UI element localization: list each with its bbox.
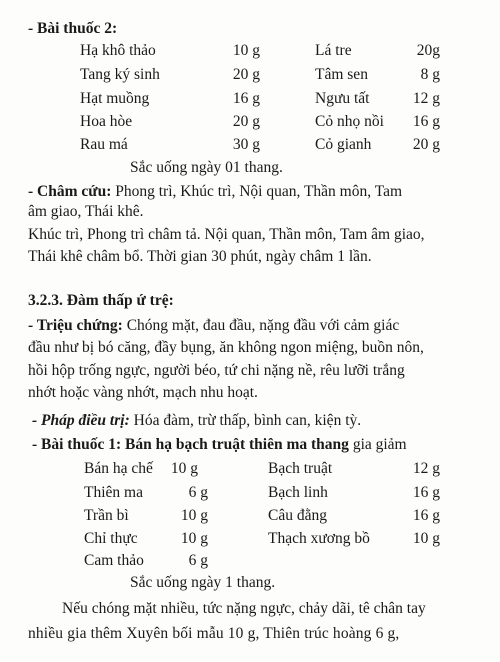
herb-dose: 20g <box>416 42 440 59</box>
herb-name: Rau má <box>80 136 128 153</box>
herb-name: Câu đằng <box>268 507 327 524</box>
herb-name: Lá tre <box>315 42 352 59</box>
table-row <box>0 552 500 572</box>
table-row <box>0 113 500 133</box>
acupuncture-line: âm giao, Thái khê. <box>28 203 144 220</box>
symptoms-line: đầu như bị bó căng, đầy bụng, ăn không ngon miệng, buồn nôn, <box>28 339 424 356</box>
herb-name: Cỏ nhọ nồi <box>315 113 384 130</box>
herb-name: Bạch truật <box>268 460 333 477</box>
table-row <box>0 460 500 480</box>
herb-dose: 20 g <box>232 113 260 130</box>
herb-name: Hạ khô thảo <box>80 42 156 59</box>
herb-name: Bán hạ chế <box>84 460 153 477</box>
herb-dose: 8 g <box>420 66 440 83</box>
table-row <box>0 136 500 156</box>
table-row <box>0 530 500 550</box>
recipe-1-suffix: gia giảm <box>348 436 407 453</box>
herb-dose: 10 g <box>170 460 198 477</box>
herb-dose: 10 g <box>232 42 260 59</box>
acupuncture-text: Phong trì, Khúc trì, Nội quan, Thần môn, Tam <box>111 183 403 200</box>
symptoms-paragraph <box>28 317 399 335</box>
herb-dose: 20 g <box>232 66 260 83</box>
table-row <box>0 66 500 86</box>
table-row <box>0 90 500 110</box>
symptoms-text: Chóng mặt, đau đầu, nặng đầu với cảm giác <box>122 317 400 334</box>
herb-name: Thiên ma <box>84 484 143 501</box>
note-line: Nếu chóng mặt nhiều, tức nặng ngực, chảy dãi, tê chân tay <box>62 600 426 617</box>
treatment-text: Hóa đàm, trừ thấp, bình can, kiện tỳ. <box>129 412 362 429</box>
acupuncture-line: Khúc trì, Phong trì châm tả. Nội quan, Thần môn, Tam âm giao, <box>28 226 425 243</box>
herb-dose: 10 g <box>180 507 208 524</box>
herb-name: Hoa hòe <box>80 113 133 130</box>
herb-dose: 10 g <box>180 530 208 547</box>
herb-dose: 10 g <box>412 530 440 547</box>
herb-dose: 12 g <box>412 90 440 107</box>
herb-name: Thạch xương bồ <box>268 530 370 547</box>
herb-name: Bạch linh <box>268 484 328 501</box>
symptoms-label: - Triệu chứng: <box>28 317 123 334</box>
symptoms-line: hồi hộp trống ngực, người béo, tứ chi nặng nề, rêu lưỡi trắng <box>28 362 405 379</box>
section-heading-bai-thuoc-2: - Bài thuốc 2: <box>28 20 118 37</box>
dosage-instruction: Sắc uống ngày 1 thang. <box>130 574 276 591</box>
acupuncture-paragraph <box>28 183 402 201</box>
herb-name: Cam thảo <box>84 552 144 569</box>
table-row <box>0 507 500 527</box>
acupuncture-line: Thái khê châm bổ. Thời gian 30 phút, ngày châm 1 lần. <box>28 248 372 265</box>
treatment-label: - Pháp điều trị: <box>32 412 130 429</box>
note-line: nhiều gia thêm Xuyên bối mẫu 10 g, Thiên trúc hoàng 6 g, <box>28 625 400 642</box>
herb-dose: 12 g <box>412 460 440 477</box>
herb-dose: 16 g <box>412 484 440 501</box>
symptoms-line: nhớt hoặc vàng nhớt, mạch nhu hoạt. <box>28 384 258 401</box>
table-row <box>0 42 500 62</box>
herb-name: Hạt muồng <box>80 90 150 107</box>
herb-name: Tang ký sinh <box>80 66 160 83</box>
herb-name: Trần bì <box>84 507 129 524</box>
herb-dose: 16 g <box>232 90 260 107</box>
herb-name: Tâm sen <box>315 66 368 83</box>
dosage-instruction: Sắc uống ngày 01 thang. <box>130 159 283 176</box>
recipe-1-heading <box>32 436 407 454</box>
herb-dose: 16 g <box>412 113 440 130</box>
herb-name: Cỏ gianh <box>315 136 372 153</box>
table-row <box>0 484 500 504</box>
section-heading-dam-thap: 3.2.3. Đàm thấp ứ trệ: <box>28 292 174 309</box>
herb-dose: 6 g <box>188 552 208 569</box>
herb-dose: 16 g <box>412 507 440 524</box>
herb-dose: 30 g <box>232 136 260 153</box>
herb-name: Ngưu tất <box>315 90 370 107</box>
herb-dose: 6 g <box>188 484 208 501</box>
herb-dose: 20 g <box>412 136 440 153</box>
acupuncture-label: - Châm cứu: <box>28 183 112 200</box>
recipe-1-label: - Bài thuốc 1: Bán hạ bạch truật thiên ma thang <box>32 436 349 453</box>
treatment-paragraph <box>32 412 361 430</box>
herb-name: Chỉ thực <box>84 530 138 547</box>
